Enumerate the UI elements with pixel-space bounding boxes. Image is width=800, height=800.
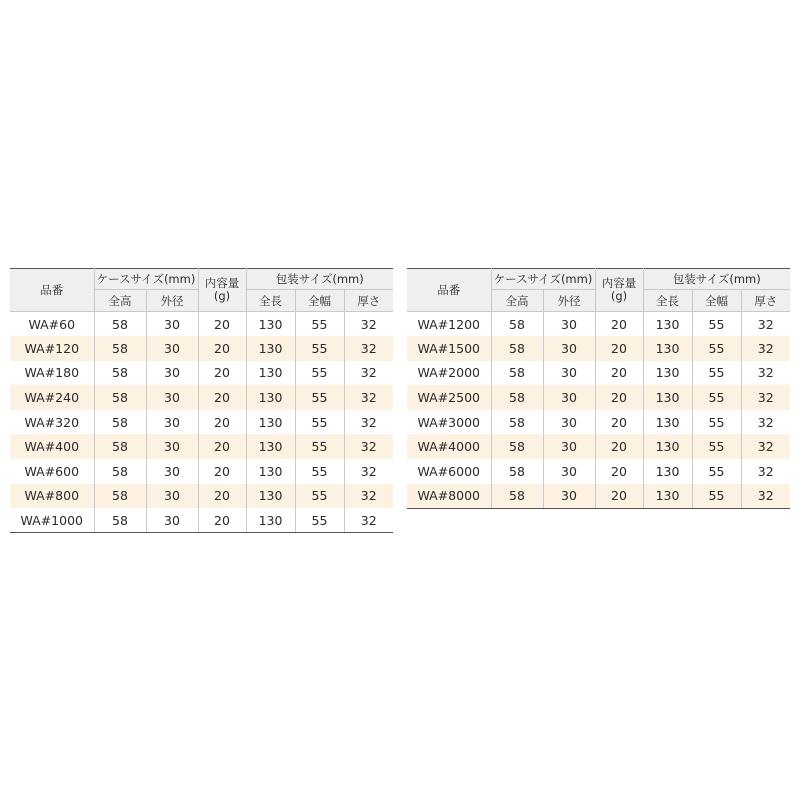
total-height-cell: 58	[94, 385, 146, 410]
total-height-cell: 58	[491, 434, 543, 459]
total-height-cell: 58	[94, 336, 146, 361]
table-row	[10, 484, 393, 509]
part-number-cell: WA#1000	[10, 508, 94, 533]
part-number-cell: WA#120	[10, 336, 94, 361]
spec-table-right	[407, 268, 790, 509]
total-height-cell: 58	[491, 361, 543, 386]
total-width-cell: 55	[692, 336, 741, 361]
thickness-cell: 32	[360, 316, 377, 332]
outer-diameter-cell: 30	[543, 434, 595, 459]
total-height-cell: 58	[94, 312, 146, 337]
total-width-cell: 55	[295, 410, 344, 435]
table-row	[10, 459, 393, 484]
total-width-cell: 55	[692, 410, 741, 435]
table-body-left	[10, 312, 393, 533]
part-number-cell: WA#8000	[407, 484, 491, 509]
header-content-unit: (g)	[610, 289, 628, 303]
table-row	[407, 459, 790, 484]
part-number-cell: WA#2000	[407, 361, 491, 386]
total-length-cell: 130	[643, 361, 692, 386]
header-thickness: 厚さ	[344, 290, 393, 312]
table-row	[10, 361, 393, 386]
outer-diameter-cell: 30	[146, 459, 198, 484]
part-number-cell: WA#400	[10, 434, 94, 459]
total-length-cell: 130	[246, 484, 295, 509]
outer-diameter-cell: 30	[543, 361, 595, 386]
content-cell: 20	[198, 484, 246, 509]
outer-diameter-cell: 30	[543, 410, 595, 435]
content-cell: 20	[198, 459, 246, 484]
total-height-cell: 58	[491, 459, 543, 484]
content-cell: 20	[595, 434, 643, 459]
header-content	[198, 269, 246, 312]
total-length-cell: 130	[246, 410, 295, 435]
table-row	[10, 385, 393, 410]
thickness-cell: 32	[757, 316, 774, 332]
part-number-cell: WA#2500	[407, 385, 491, 410]
content-cell: 20	[595, 410, 643, 435]
outer-diameter-cell: 30	[543, 336, 595, 361]
total-height-cell: 58	[94, 434, 146, 459]
content-cell: 20	[198, 336, 246, 361]
part-number-cell: WA#240	[10, 385, 94, 410]
thickness-cell: 32	[757, 463, 774, 479]
part-number-cell: WA#60	[10, 312, 94, 337]
total-width-cell: 55	[692, 434, 741, 459]
content-cell: 20	[198, 312, 246, 337]
total-height-cell: 58	[491, 336, 543, 361]
content-cell: 20	[198, 410, 246, 435]
content-cell: 20	[198, 361, 246, 386]
outer-diameter-cell: 30	[543, 459, 595, 484]
total-width-cell: 55	[692, 484, 741, 509]
total-length-cell: 130	[643, 336, 692, 361]
total-width-cell: 55	[295, 385, 344, 410]
part-number-cell: WA#3000	[407, 410, 491, 435]
total-length-cell: 130	[643, 312, 692, 337]
header-total-length: 全長	[643, 290, 692, 312]
total-width-cell: 55	[692, 312, 741, 337]
total-height-cell: 58	[94, 361, 146, 386]
thickness-cell: 32	[741, 484, 790, 509]
header-part-number: 品番	[407, 269, 491, 312]
header-package-size: 包装サイズ(mm)	[643, 269, 790, 290]
outer-diameter-cell: 30	[543, 385, 595, 410]
total-height-cell: 58	[491, 410, 543, 435]
total-width-cell: 55	[295, 484, 344, 509]
total-length-cell: 130	[643, 410, 692, 435]
table-row	[407, 336, 790, 361]
table-row	[407, 385, 790, 410]
header-total-height: 全高	[94, 290, 146, 312]
total-length-cell: 130	[246, 385, 295, 410]
thickness-cell: 32	[344, 434, 393, 459]
total-height-cell: 58	[491, 484, 543, 509]
outer-diameter-cell: 30	[146, 484, 198, 509]
total-width-cell: 55	[295, 336, 344, 361]
outer-diameter-cell: 30	[146, 385, 198, 410]
table-body-right	[407, 312, 790, 509]
thickness-cell: 32	[360, 414, 377, 430]
total-length-cell: 130	[643, 459, 692, 484]
total-length-cell: 130	[246, 312, 295, 337]
thickness-cell: 32	[741, 385, 790, 410]
part-number-cell: WA#320	[10, 410, 94, 435]
content-cell: 20	[198, 434, 246, 459]
outer-diameter-cell: 30	[543, 312, 595, 337]
header-thickness: 厚さ	[741, 290, 790, 312]
total-width-cell: 55	[295, 361, 344, 386]
content-cell: 20	[595, 361, 643, 386]
header-outer-diameter: 外径	[146, 290, 198, 312]
total-width-cell: 55	[295, 312, 344, 337]
total-width-cell: 55	[692, 459, 741, 484]
thickness-cell: 32	[757, 414, 774, 430]
total-width-cell: 55	[692, 385, 741, 410]
total-length-cell: 130	[246, 459, 295, 484]
total-height-cell: 58	[94, 484, 146, 509]
table-row	[10, 434, 393, 459]
header-case-size: ケースサイズ(mm)	[491, 269, 595, 290]
header-case-size: ケースサイズ(mm)	[94, 269, 198, 290]
header-outer-diameter: 外径	[543, 290, 595, 312]
outer-diameter-cell: 30	[146, 434, 198, 459]
table-row	[10, 410, 393, 435]
thickness-cell: 32	[344, 508, 393, 533]
spec-table-left	[10, 268, 393, 533]
part-number-cell: WA#6000	[407, 459, 491, 484]
table-row	[10, 312, 393, 337]
content-cell: 20	[595, 336, 643, 361]
header-total-length: 全長	[246, 290, 295, 312]
total-width-cell: 55	[295, 508, 344, 533]
header-part-number: 品番	[10, 269, 94, 312]
header-content-label: 内容量	[601, 276, 637, 290]
total-width-cell: 55	[692, 361, 741, 386]
part-number-cell: WA#600	[10, 459, 94, 484]
table-row	[407, 410, 790, 435]
part-number-cell: WA#800	[10, 484, 94, 509]
total-length-cell: 130	[643, 484, 692, 509]
header-content-label: 内容量	[204, 276, 240, 290]
content-cell: 20	[595, 385, 643, 410]
total-length-cell: 130	[643, 385, 692, 410]
outer-diameter-cell: 30	[146, 336, 198, 361]
header-content-unit: (g)	[213, 289, 231, 303]
content-cell: 20	[595, 484, 643, 509]
part-number-cell: WA#180	[10, 361, 94, 386]
header-total-width: 全幅	[692, 290, 741, 312]
total-height-cell: 58	[94, 459, 146, 484]
table-row	[407, 312, 790, 337]
outer-diameter-cell: 30	[146, 508, 198, 533]
content-cell: 20	[595, 459, 643, 484]
thickness-cell: 32	[741, 434, 790, 459]
content-cell: 20	[595, 312, 643, 337]
total-length-cell: 130	[246, 336, 295, 361]
part-number-cell: WA#1200	[407, 312, 491, 337]
thickness-cell: 32	[360, 365, 377, 381]
thickness-cell: 32	[360, 463, 377, 479]
total-height-cell: 58	[94, 508, 146, 533]
thickness-cell: 32	[757, 365, 774, 381]
thickness-cell: 32	[344, 336, 393, 361]
total-length-cell: 130	[246, 361, 295, 386]
part-number-cell: WA#1500	[407, 336, 491, 361]
header-content	[595, 269, 643, 312]
table-row	[407, 434, 790, 459]
total-width-cell: 55	[295, 459, 344, 484]
content-cell: 20	[198, 385, 246, 410]
total-length-cell: 130	[246, 434, 295, 459]
outer-diameter-cell: 30	[146, 410, 198, 435]
outer-diameter-cell: 30	[146, 312, 198, 337]
outer-diameter-cell: 30	[146, 361, 198, 386]
part-number-cell: WA#4000	[407, 434, 491, 459]
total-width-cell: 55	[295, 434, 344, 459]
table-row	[10, 508, 393, 533]
thickness-cell: 32	[741, 336, 790, 361]
table-row	[407, 484, 790, 509]
thickness-cell: 32	[344, 385, 393, 410]
total-length-cell: 130	[643, 434, 692, 459]
header-total-height: 全高	[491, 290, 543, 312]
header-total-width: 全幅	[295, 290, 344, 312]
total-height-cell: 58	[491, 385, 543, 410]
thickness-cell: 32	[344, 484, 393, 509]
total-height-cell: 58	[491, 312, 543, 337]
total-length-cell: 130	[246, 508, 295, 533]
content-cell: 20	[198, 508, 246, 533]
total-height-cell: 58	[94, 410, 146, 435]
table-row	[407, 361, 790, 386]
table-row	[10, 336, 393, 361]
outer-diameter-cell: 30	[543, 484, 595, 509]
header-package-size: 包装サイズ(mm)	[246, 269, 393, 290]
